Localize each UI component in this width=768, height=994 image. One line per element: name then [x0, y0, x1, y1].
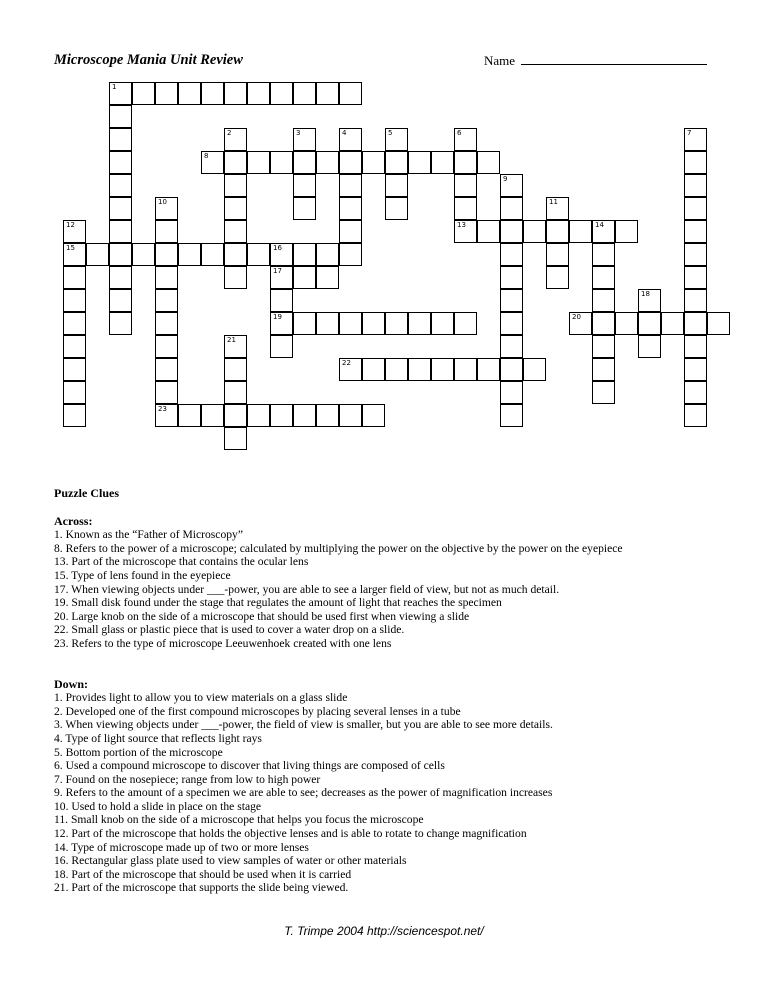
crossword-cell[interactable]	[178, 404, 201, 427]
crossword-cell[interactable]	[270, 243, 293, 266]
crossword-cell[interactable]	[270, 289, 293, 312]
crossword-cell[interactable]	[569, 220, 592, 243]
down-clue: 18. Part of the microscope that should be used when it is carried	[54, 867, 352, 881]
crossword-cell[interactable]	[201, 404, 224, 427]
crossword-cell[interactable]	[224, 404, 247, 427]
clue-number: 7	[687, 129, 692, 137]
crossword-cell[interactable]	[477, 358, 500, 381]
across-clue: 20. Large knob on the side of a microscope that should be used first when viewing a slide	[54, 609, 470, 623]
crossword-cell[interactable]	[63, 404, 86, 427]
across-clue: 15. Type of lens found in the eyepiece	[54, 568, 231, 582]
crossword-cell[interactable]	[178, 243, 201, 266]
down-clue: 5. Bottom portion of the microscope	[54, 745, 223, 759]
crossword-cell[interactable]	[500, 289, 523, 312]
across-clue-list	[54, 528, 754, 650]
crossword-cell[interactable]	[132, 243, 155, 266]
crossword-cell[interactable]	[500, 266, 523, 289]
across-clue: 17. When viewing objects under ___-power, you are able to see a larger field of view, but not as much detail.	[54, 582, 560, 596]
down-clue: 4. Type of light source that reflects light rays	[54, 731, 262, 745]
crossword-cell[interactable]	[431, 312, 454, 335]
crossword-cell[interactable]	[385, 358, 408, 381]
name-label: Name	[484, 53, 516, 68]
crossword-cell[interactable]	[362, 358, 385, 381]
crossword-cell[interactable]	[293, 128, 316, 151]
crossword-cell[interactable]	[707, 312, 730, 335]
crossword-cell[interactable]	[63, 358, 86, 381]
crossword-cell[interactable]	[500, 197, 523, 220]
crossword-cell[interactable]	[339, 358, 362, 381]
crossword-cell[interactable]	[247, 82, 270, 105]
crossword-cell[interactable]	[109, 174, 132, 197]
crossword-cell[interactable]	[247, 243, 270, 266]
crossword-cell[interactable]	[408, 312, 431, 335]
crossword-cell[interactable]	[293, 151, 316, 174]
crossword-cell[interactable]	[339, 174, 362, 197]
crossword-cell[interactable]	[109, 289, 132, 312]
crossword-cell[interactable]	[684, 197, 707, 220]
crossword-cell[interactable]	[500, 404, 523, 427]
crossword-cell[interactable]	[454, 312, 477, 335]
crossword-cell[interactable]	[293, 312, 316, 335]
clue-number: 17	[273, 267, 282, 275]
crossword-cell[interactable]	[155, 312, 178, 335]
crossword-cell[interactable]	[684, 128, 707, 151]
crossword-cell[interactable]	[155, 197, 178, 220]
crossword-grid	[0, 0, 768, 470]
crossword-cell[interactable]	[293, 404, 316, 427]
crossword-cell[interactable]	[408, 151, 431, 174]
crossword-cell[interactable]	[178, 82, 201, 105]
crossword-cell[interactable]	[155, 82, 178, 105]
crossword-cell[interactable]	[408, 358, 431, 381]
crossword-cell[interactable]	[454, 128, 477, 151]
crossword-cell[interactable]	[638, 312, 661, 335]
crossword-cell[interactable]	[339, 404, 362, 427]
crossword-cell[interactable]	[615, 312, 638, 335]
crossword-cell[interactable]	[270, 151, 293, 174]
crossword-cell[interactable]	[224, 427, 247, 450]
crossword-cell[interactable]	[592, 381, 615, 404]
crossword-cell[interactable]	[63, 312, 86, 335]
crossword-cell[interactable]	[684, 220, 707, 243]
across-clue: 19. Small disk found under the stage that regulates the amount of light that reaches the specimen	[54, 596, 502, 610]
clue-number: 2	[227, 129, 232, 137]
crossword-cell[interactable]	[500, 243, 523, 266]
crossword-cell[interactable]	[63, 289, 86, 312]
crossword-cell[interactable]	[293, 82, 316, 105]
crossword-cell[interactable]	[684, 266, 707, 289]
crossword-cell[interactable]	[109, 220, 132, 243]
down-clue: 10. Used to hold a slide in place on the stage	[54, 799, 262, 813]
crossword-cell[interactable]	[592, 243, 615, 266]
clue-number: 16	[273, 244, 282, 252]
crossword-cell[interactable]	[339, 128, 362, 151]
across-clue: 23. Refers to the type of microscope Leeuwenhoek created with one lens	[54, 636, 392, 650]
crossword-cell[interactable]	[339, 151, 362, 174]
crossword-cell[interactable]	[109, 243, 132, 266]
crossword-cell[interactable]	[224, 358, 247, 381]
clue-number: 5	[388, 129, 393, 137]
crossword-cell[interactable]	[661, 312, 684, 335]
crossword-cell[interactable]	[224, 266, 247, 289]
crossword-cell[interactable]	[270, 266, 293, 289]
crossword-cell[interactable]	[63, 381, 86, 404]
down-clue: 7. Found on the nosepiece; range from low to high power	[54, 772, 321, 786]
crossword-cell[interactable]	[293, 197, 316, 220]
crossword-cell[interactable]	[385, 312, 408, 335]
clue-number: 4	[342, 129, 347, 137]
crossword-cell[interactable]	[155, 266, 178, 289]
crossword-cell[interactable]	[293, 174, 316, 197]
crossword-cell[interactable]	[316, 266, 339, 289]
crossword-cell[interactable]	[109, 82, 132, 105]
clue-number: 3	[296, 129, 301, 137]
crossword-cell[interactable]	[615, 220, 638, 243]
crossword-cell[interactable]	[224, 381, 247, 404]
crossword-cell[interactable]	[546, 243, 569, 266]
crossword-cell[interactable]	[339, 312, 362, 335]
crossword-cell[interactable]	[500, 312, 523, 335]
across-clue: 8. Refers to the power of a microscope; calculated by multiplying the power on the objective by the power on the eyepiece	[54, 541, 623, 555]
crossword-cell[interactable]	[454, 151, 477, 174]
crossword-cell[interactable]	[109, 128, 132, 151]
down-clue: 12. Part of the microscope that holds the objective lenses and is able to rotate to change magnification	[54, 827, 527, 841]
crossword-cell[interactable]	[592, 335, 615, 358]
clue-number: 1	[112, 83, 117, 91]
crossword-cell[interactable]	[569, 312, 592, 335]
clue-number: 21	[227, 336, 236, 344]
crossword-cell[interactable]	[477, 151, 500, 174]
crossword-cell[interactable]	[155, 220, 178, 243]
crossword-cell[interactable]	[546, 197, 569, 220]
crossword-cell[interactable]	[454, 358, 477, 381]
clue-number: 11	[549, 198, 558, 206]
crossword-cell[interactable]	[638, 335, 661, 358]
crossword-cell[interactable]	[454, 197, 477, 220]
clue-number: 9	[503, 175, 508, 183]
crossword-cell[interactable]	[224, 151, 247, 174]
clue-number: 14	[595, 221, 604, 229]
down-heading: Down:	[54, 676, 89, 691]
down-clue: 11. Small knob on the side of a microscope that helps you focus the microscope	[54, 813, 424, 827]
crossword-cell[interactable]	[155, 289, 178, 312]
crossword-cell[interactable]	[362, 312, 385, 335]
crossword-cell[interactable]	[247, 151, 270, 174]
crossword-cell[interactable]	[224, 220, 247, 243]
crossword-cell[interactable]	[684, 404, 707, 427]
clue-number: 8	[204, 152, 209, 160]
crossword-cell[interactable]	[638, 289, 661, 312]
crossword-cell[interactable]	[684, 151, 707, 174]
clue-number: 13	[457, 221, 466, 229]
down-clue: 2. Developed one of the first compound microscopes by placing several lenses in a tube	[54, 704, 461, 718]
down-clue: 3. When viewing objects under ___-power, the field of view is smaller, but you are able to see more details.	[54, 718, 553, 732]
crossword-cell[interactable]	[684, 335, 707, 358]
crossword-cell[interactable]	[592, 266, 615, 289]
crossword-cell[interactable]	[224, 243, 247, 266]
crossword-cell[interactable]	[63, 335, 86, 358]
crossword-cell[interactable]	[592, 358, 615, 381]
crossword-cell[interactable]	[132, 82, 155, 105]
crossword-cell[interactable]	[385, 174, 408, 197]
clue-number: 22	[342, 359, 351, 367]
crossword-cell[interactable]	[362, 404, 385, 427]
crossword-cell[interactable]	[224, 82, 247, 105]
crossword-cell[interactable]	[201, 243, 224, 266]
crossword-cell[interactable]	[546, 220, 569, 243]
crossword-cell[interactable]	[339, 220, 362, 243]
crossword-cell[interactable]	[684, 312, 707, 335]
crossword-cell[interactable]	[684, 381, 707, 404]
crossword-cell[interactable]	[684, 243, 707, 266]
crossword-cell[interactable]	[270, 82, 293, 105]
crossword-cell[interactable]	[155, 243, 178, 266]
down-clue: 21. Part of the microscope that supports the slide being viewed.	[54, 881, 349, 895]
crossword-cell[interactable]	[201, 151, 224, 174]
crossword-cell[interactable]	[546, 266, 569, 289]
down-clue-list	[54, 691, 754, 895]
crossword-cell[interactable]	[63, 220, 86, 243]
clue-number: 12	[66, 221, 75, 229]
crossword-cell[interactable]	[500, 381, 523, 404]
down-clue: 14. Type of microscope made up of two or more lenses	[54, 840, 309, 854]
crossword-cell[interactable]	[224, 335, 247, 358]
footer-credit: T. Trimpe 2004 http://sciencespot.net/	[284, 924, 484, 938]
crossword-cell[interactable]	[63, 243, 86, 266]
crossword-cell[interactable]	[339, 197, 362, 220]
crossword-cell[interactable]	[316, 312, 339, 335]
crossword-cell[interactable]	[431, 358, 454, 381]
crossword-cell[interactable]	[431, 151, 454, 174]
worksheet-title: Microscope Mania Unit Review	[54, 52, 243, 68]
across-clue: 13. Part of the microscope that contains the ocular lens	[54, 555, 309, 569]
crossword-cell[interactable]	[362, 151, 385, 174]
down-clue: 1. Provides light to allow you to view materials on a glass slide	[54, 691, 348, 705]
crossword-cell[interactable]	[109, 197, 132, 220]
crossword-cell[interactable]	[385, 197, 408, 220]
down-clue: 16. Rectangular glass plate used to view samples of water or other materials	[54, 854, 407, 868]
crossword-cell[interactable]	[86, 243, 109, 266]
crossword-cell[interactable]	[339, 82, 362, 105]
crossword-cell[interactable]	[224, 174, 247, 197]
crossword-cell[interactable]	[385, 151, 408, 174]
down-clue: 6. Used a compound microscope to discover that living things are composed of cells	[54, 759, 445, 773]
crossword-cell[interactable]	[316, 404, 339, 427]
clue-number: 19	[273, 313, 282, 321]
crossword-cell[interactable]	[592, 312, 615, 335]
clues-heading: Puzzle Clues	[54, 486, 119, 500]
crossword-cell[interactable]	[270, 404, 293, 427]
clue-number: 10	[158, 198, 167, 206]
crossword-cell[interactable]	[270, 312, 293, 335]
crossword-cell[interactable]	[500, 335, 523, 358]
crossword-cell[interactable]	[109, 105, 132, 128]
crossword-cell[interactable]	[155, 335, 178, 358]
crossword-cell[interactable]	[201, 82, 224, 105]
clue-number: 6	[457, 129, 462, 137]
crossword-cell[interactable]	[247, 404, 270, 427]
clue-number: 15	[66, 244, 75, 252]
crossword-cell[interactable]	[339, 243, 362, 266]
crossword-cell[interactable]	[155, 404, 178, 427]
crossword-cell[interactable]	[385, 128, 408, 151]
crossword-cell[interactable]	[293, 243, 316, 266]
crossword-cell[interactable]	[224, 128, 247, 151]
crossword-cell[interactable]	[592, 220, 615, 243]
crossword-cell[interactable]	[316, 243, 339, 266]
crossword-cell[interactable]	[500, 358, 523, 381]
clue-number: 23	[158, 405, 167, 413]
crossword-cell[interactable]	[293, 266, 316, 289]
crossword-cell[interactable]	[523, 220, 546, 243]
puzzle-clues	[54, 487, 754, 895]
crossword-cell[interactable]	[684, 358, 707, 381]
crossword-cell[interactable]	[500, 174, 523, 197]
crossword-cell[interactable]	[316, 82, 339, 105]
crossword-cell[interactable]	[155, 358, 178, 381]
crossword-cell[interactable]	[500, 220, 523, 243]
crossword-cell[interactable]	[523, 358, 546, 381]
across-heading: Across:	[54, 513, 93, 528]
crossword-cell[interactable]	[155, 381, 178, 404]
crossword-cell[interactable]	[270, 335, 293, 358]
clue-number: 18	[641, 290, 650, 298]
crossword-cell[interactable]	[592, 289, 615, 312]
crossword-cell[interactable]	[109, 266, 132, 289]
crossword-cell[interactable]	[684, 174, 707, 197]
crossword-cell[interactable]	[224, 197, 247, 220]
crossword-cell[interactable]	[109, 151, 132, 174]
crossword-cell[interactable]	[316, 151, 339, 174]
crossword-cell[interactable]	[454, 220, 477, 243]
crossword-cell[interactable]	[454, 174, 477, 197]
crossword-cell[interactable]	[477, 220, 500, 243]
crossword-cell[interactable]	[684, 289, 707, 312]
across-clue: 22. Small glass or plastic piece that is used to cover a water drop on a slide.	[54, 623, 405, 637]
crossword-cell[interactable]	[109, 312, 132, 335]
clue-number: 20	[572, 313, 581, 321]
across-clue: 1. Known as the “Father of Microscopy”	[54, 528, 243, 542]
down-clue: 9. Refers to the amount of a specimen we are able to see; decreases as the power of magnification increases	[54, 786, 553, 800]
crossword-cell[interactable]	[63, 266, 86, 289]
